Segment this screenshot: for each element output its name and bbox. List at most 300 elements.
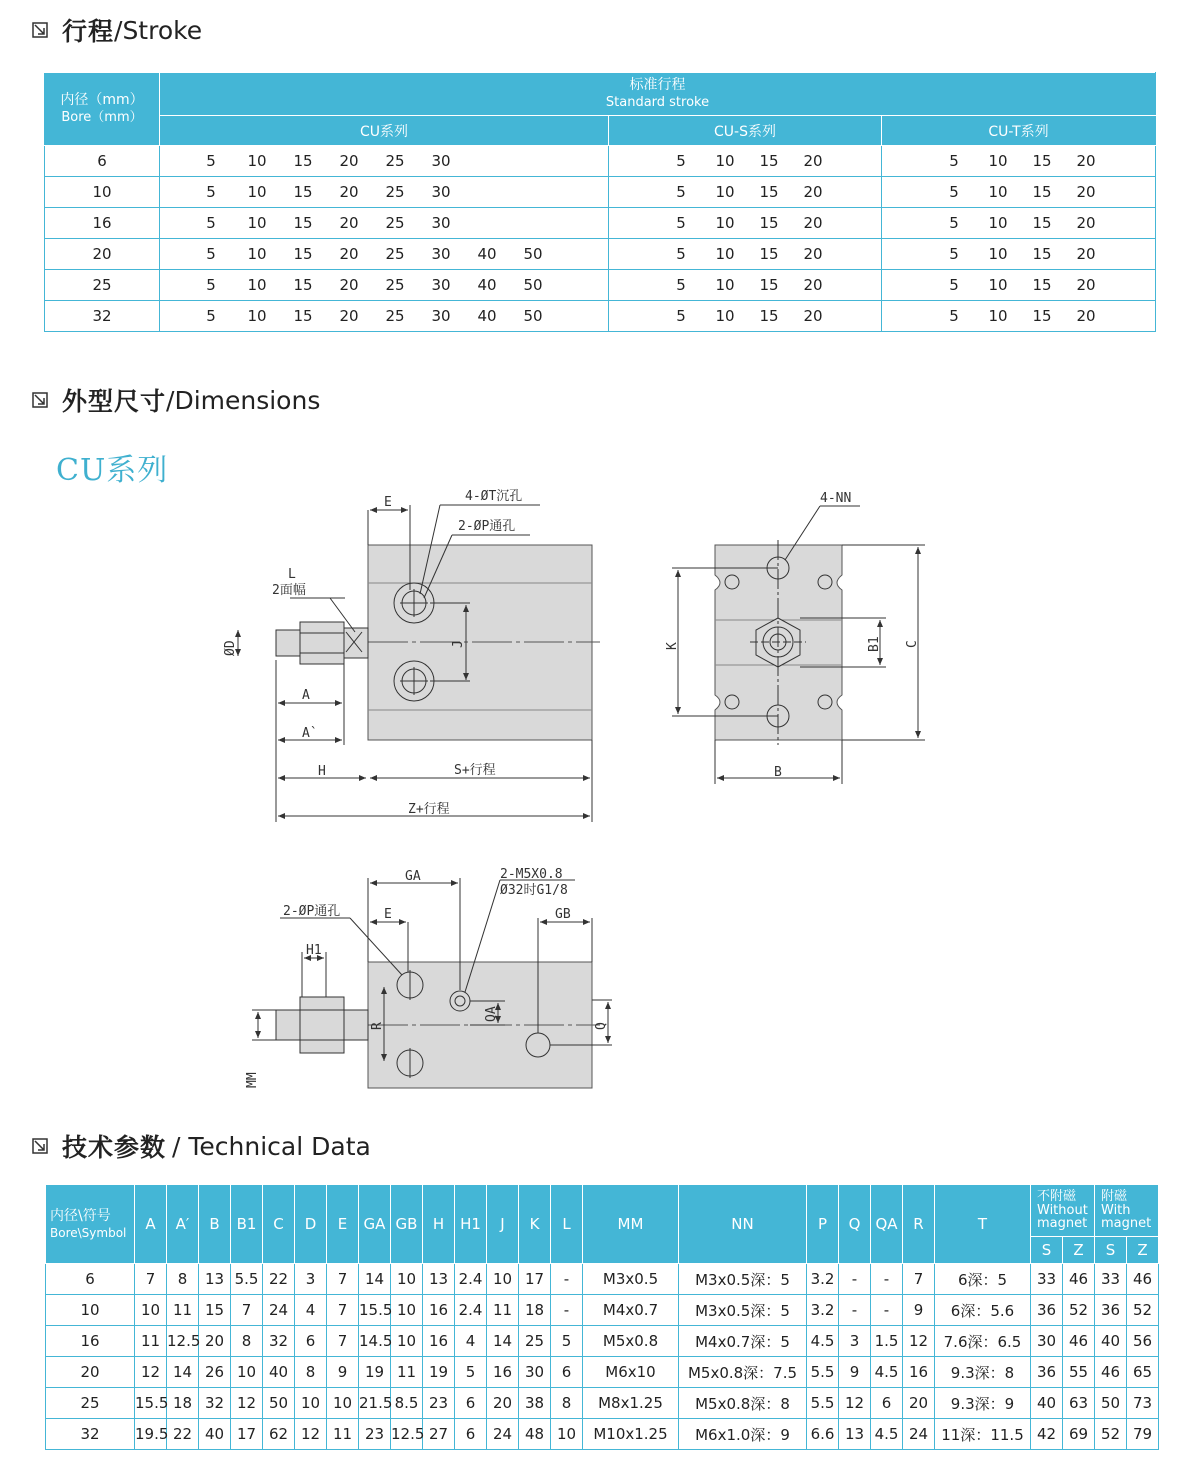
tech-with-magnet-header <box>1095 1185 1159 1237</box>
tech-cell: 73 <box>1127 1388 1159 1419</box>
label-e-2: E <box>384 907 392 922</box>
stroke-bore-cell: 25 <box>45 270 160 301</box>
stroke-bore-cell: 6 <box>45 146 160 177</box>
stroke-value: 25 <box>385 183 405 201</box>
tech-cell: 9 <box>839 1357 871 1388</box>
tech-cell: 15.5 <box>359 1295 391 1326</box>
label-g18: Ø32时G1/8 <box>500 883 568 898</box>
tech-cell: 17 <box>519 1264 551 1295</box>
tech-with-magnet-zh: 附磁 <box>1101 1189 1128 1205</box>
tech-cell: 36 <box>1031 1357 1063 1388</box>
tech-cell: 15 <box>199 1295 231 1326</box>
tech-cell: 10 <box>231 1357 263 1388</box>
tech-cell: 24 <box>903 1419 935 1450</box>
label-ga: GA <box>405 869 421 884</box>
tech-cell: M6x1.0深：9 <box>679 1419 807 1450</box>
tech-bore-cell: 32 <box>46 1419 135 1450</box>
stroke-value: 30 <box>431 245 451 263</box>
tech-row <box>46 1419 1159 1450</box>
label-e: E <box>384 495 392 510</box>
tech-cell: 38 <box>519 1388 551 1419</box>
tech-cell: 2.4 <box>455 1264 487 1295</box>
side-view-drawing <box>238 505 600 822</box>
tech-cell: 6 <box>455 1419 487 1450</box>
tech-cell: 27 <box>423 1419 455 1450</box>
tech-col-header: B1 <box>231 1185 263 1264</box>
tech-cell: 4.5 <box>871 1419 903 1450</box>
tech-cell: 50 <box>1095 1388 1127 1419</box>
tech-col-header: C <box>263 1185 295 1264</box>
tech-cell: 10 <box>135 1295 167 1326</box>
tech-cell: 32 <box>199 1388 231 1419</box>
cu-series-title: CU系列 <box>56 453 169 488</box>
tech-cell: 4.5 <box>871 1357 903 1388</box>
tech-cell: 11深：11.5 <box>935 1419 1031 1450</box>
tech-col-header: A <box>135 1185 167 1264</box>
label-r: R <box>370 1022 385 1030</box>
stroke-value: 30 <box>431 276 451 294</box>
tech-col-header: QA <box>871 1185 903 1264</box>
end-view-drawing <box>672 506 925 784</box>
stroke-value: 10 <box>988 214 1008 232</box>
corner-arrow-icon <box>32 22 48 38</box>
technical-drawing <box>0 470 1200 1110</box>
stroke-value: 50 <box>523 276 543 294</box>
stroke-cus-cell <box>609 208 882 239</box>
tech-bore-cell: 20 <box>46 1357 135 1388</box>
tech-cell: 6 <box>455 1388 487 1419</box>
stroke-title-zh: 行程 <box>62 17 115 46</box>
label-h1: H1 <box>306 943 322 958</box>
tech-bore-cell: 25 <box>46 1388 135 1419</box>
tech-row <box>46 1264 1159 1295</box>
tech-cell: 8 <box>295 1357 327 1388</box>
stroke-value: 25 <box>385 307 405 325</box>
dimensions-section-title <box>32 382 320 418</box>
label-q: Q <box>594 1022 609 1030</box>
stroke-value: 25 <box>385 245 405 263</box>
stroke-title-en: /Stroke <box>114 15 203 45</box>
stroke-value: 20 <box>803 183 823 201</box>
stroke-value: 10 <box>247 183 267 201</box>
stroke-bore-cell: 16 <box>45 208 160 239</box>
stroke-bore-cell: 10 <box>45 177 160 208</box>
stroke-value: 15 <box>1032 152 1052 170</box>
tech-cell: M5x0.8深：8 <box>679 1388 807 1419</box>
stroke-value: 20 <box>1076 307 1096 325</box>
tech-cell: 46 <box>1063 1326 1095 1357</box>
stroke-value: 25 <box>385 214 405 232</box>
stroke-section-title <box>32 12 202 48</box>
stroke-value: 15 <box>293 183 313 201</box>
tech-col-header: A′ <box>167 1185 199 1264</box>
stroke-value: 5 <box>676 214 686 232</box>
stroke-value: 10 <box>988 183 1008 201</box>
label-p-hole-2: 2-ØP通孔 <box>283 904 341 919</box>
tech-cell: 10 <box>295 1388 327 1419</box>
standard-stroke-zh: 标准行程 <box>629 77 686 94</box>
tech-cell: 40 <box>199 1419 231 1450</box>
tech-bore-header-en: Bore\Symbol <box>50 1225 127 1240</box>
stroke-row <box>45 146 1156 177</box>
label-j: J <box>451 640 466 648</box>
stroke-value: 20 <box>339 152 359 170</box>
tech-cell: 24 <box>487 1419 519 1450</box>
tech-cell: M3x0.5深：5 <box>679 1264 807 1295</box>
stroke-value: 50 <box>523 307 543 325</box>
tech-cell: 6.6 <box>807 1419 839 1450</box>
tech-cell: 10 <box>327 1388 359 1419</box>
tech-cell: 12 <box>295 1419 327 1450</box>
stroke-cu-cell <box>160 239 609 270</box>
tech-cell: 6深：5.6 <box>935 1295 1031 1326</box>
stroke-value: 10 <box>247 307 267 325</box>
tech-cell: 10 <box>487 1264 519 1295</box>
tech-cell: 69 <box>1063 1419 1095 1450</box>
stroke-value: 20 <box>803 214 823 232</box>
stroke-cut-cell <box>882 177 1156 208</box>
stroke-value: 15 <box>293 245 313 263</box>
label-mm: MM <box>245 1072 260 1088</box>
tech-cell: 13 <box>199 1264 231 1295</box>
tech-cell: 18 <box>519 1295 551 1326</box>
tech-cell: 9 <box>327 1357 359 1388</box>
tech-cell: 9.3深：9 <box>935 1388 1031 1419</box>
tech-cell: 40 <box>1095 1326 1127 1357</box>
tech-cell: 7 <box>231 1295 263 1326</box>
tech-cell: 19 <box>423 1357 455 1388</box>
stroke-value: 15 <box>293 276 313 294</box>
tech-cell: 11 <box>391 1357 423 1388</box>
tech-cell: 10 <box>391 1326 423 1357</box>
tech-row <box>46 1388 1159 1419</box>
tech-col-header: Q <box>839 1185 871 1264</box>
stroke-value: 5 <box>949 307 959 325</box>
stroke-value: 20 <box>803 245 823 263</box>
tech-cell: 11 <box>327 1419 359 1450</box>
tech-cell: M6x10 <box>583 1357 679 1388</box>
tech-cell: 52 <box>1127 1295 1159 1326</box>
tech-col-header: K <box>519 1185 551 1264</box>
stroke-row <box>45 270 1156 301</box>
stroke-value: 5 <box>949 152 959 170</box>
tech-col-header: R <box>903 1185 935 1264</box>
tech-cell: 56 <box>1127 1326 1159 1357</box>
stroke-value: 15 <box>759 214 779 232</box>
stroke-value: 5 <box>206 214 216 232</box>
stroke-value: 30 <box>431 183 451 201</box>
tech-cell: 19.5 <box>135 1419 167 1450</box>
tech-cell: 50 <box>263 1388 295 1419</box>
label-nn: 4-NN <box>820 491 852 506</box>
stroke-value: 10 <box>715 276 735 294</box>
tech-col-header: MM <box>583 1185 679 1264</box>
tech-cell: - <box>871 1295 903 1326</box>
tech-cell: 7 <box>327 1326 359 1357</box>
tech-table <box>45 1184 1159 1450</box>
tech-bore-cell: 6 <box>46 1264 135 1295</box>
tech-cell: 3.2 <box>807 1264 839 1295</box>
tech-without-magnet-zh: 不附磁 <box>1037 1189 1077 1205</box>
stroke-value: 5 <box>206 307 216 325</box>
stroke-cu-cell <box>160 146 609 177</box>
stroke-cus-cell <box>609 270 882 301</box>
tech-cell: 12.5 <box>167 1326 199 1357</box>
stroke-value: 10 <box>715 245 735 263</box>
tech-cell: 52 <box>1095 1419 1127 1450</box>
tech-cell: 48 <box>519 1419 551 1450</box>
tech-col-header: J <box>487 1185 519 1264</box>
tech-cell: 52 <box>1063 1295 1095 1326</box>
label-d: ØD <box>223 640 238 656</box>
label-qa: QA <box>484 1006 499 1022</box>
standard-stroke-en: Standard stroke <box>605 94 710 110</box>
tech-cell: 40 <box>1031 1388 1063 1419</box>
tech-cell: 26 <box>199 1357 231 1388</box>
tech-col-header: H1 <box>455 1185 487 1264</box>
tech-col-header: H <box>423 1185 455 1264</box>
stroke-cus-cell <box>609 177 882 208</box>
tech-cell: 3 <box>839 1326 871 1357</box>
stroke-value: 10 <box>247 276 267 294</box>
stroke-value: 5 <box>206 276 216 294</box>
tech-with-magnet-en2: magnet <box>1101 1216 1152 1232</box>
tech-cell: M3x0.5深：5 <box>679 1295 807 1326</box>
tech-col-header: T <box>935 1185 1031 1264</box>
tech-cell: M4x0.7深：5 <box>679 1326 807 1357</box>
tech-cell: 8 <box>167 1264 199 1295</box>
tech-cell: 12.5 <box>391 1419 423 1450</box>
label-b1: B1 <box>867 636 882 652</box>
tech-col-header: D <box>295 1185 327 1264</box>
stroke-value: 30 <box>431 152 451 170</box>
tech-cell: 8 <box>231 1326 263 1357</box>
tech-bore-header <box>46 1185 135 1264</box>
stroke-value: 30 <box>431 214 451 232</box>
label-k: K <box>665 642 680 650</box>
stroke-value: 25 <box>385 152 405 170</box>
label-c: C <box>905 640 920 648</box>
stroke-cut-cell <box>882 208 1156 239</box>
stroke-value: 20 <box>1076 276 1096 294</box>
tech-cell: 11 <box>167 1295 199 1326</box>
stroke-value: 10 <box>715 214 735 232</box>
tech-cell: 21.5 <box>359 1388 391 1419</box>
tech-without-magnet-header <box>1031 1185 1095 1237</box>
tech-cell: 3 <box>295 1264 327 1295</box>
tech-col-header: P <box>807 1185 839 1264</box>
tech-cell: 16 <box>903 1357 935 1388</box>
stroke-value: 5 <box>676 276 686 294</box>
tech-cell: 14 <box>487 1326 519 1357</box>
corner-arrow-icon <box>32 1138 48 1154</box>
stroke-value: 20 <box>803 152 823 170</box>
tech-cell: 10 <box>551 1419 583 1450</box>
stroke-value: 5 <box>949 214 959 232</box>
tech-cell: 42 <box>1031 1419 1063 1450</box>
stroke-cu-cell <box>160 208 609 239</box>
tech-cell: 15.5 <box>135 1388 167 1419</box>
tech-sz-header: Z <box>1127 1237 1159 1264</box>
label-two-face: 2面幅 <box>272 583 306 598</box>
stroke-value: 15 <box>759 307 779 325</box>
tech-cell: 7 <box>327 1264 359 1295</box>
stroke-cu-cell <box>160 301 609 332</box>
tech-cell: 8 <box>551 1388 583 1419</box>
tech-cell: 16 <box>487 1357 519 1388</box>
tech-cell: 24 <box>263 1295 295 1326</box>
stroke-value: 40 <box>477 245 497 263</box>
tech-cell: 1.5 <box>871 1326 903 1357</box>
tech-cell: 12 <box>135 1357 167 1388</box>
stroke-value: 15 <box>759 152 779 170</box>
tech-cell: 6 <box>295 1326 327 1357</box>
stroke-value: 20 <box>1076 214 1096 232</box>
tech-cell: 20 <box>903 1388 935 1419</box>
tech-cell: 9.3深：8 <box>935 1357 1031 1388</box>
stroke-value: 5 <box>206 152 216 170</box>
tech-cell: 14 <box>167 1357 199 1388</box>
stroke-value: 20 <box>339 276 359 294</box>
tech-section-title <box>32 1128 371 1164</box>
stroke-value: 20 <box>803 276 823 294</box>
tech-cell: 12 <box>839 1388 871 1419</box>
series-header-cu: CU系列 <box>160 116 609 146</box>
tech-cell: 18 <box>167 1388 199 1419</box>
tech-cell: 46 <box>1127 1264 1159 1295</box>
stroke-value: 20 <box>1076 183 1096 201</box>
stroke-value: 15 <box>759 183 779 201</box>
tech-cell: 6深：5 <box>935 1264 1031 1295</box>
tech-cell: M4x0.7 <box>583 1295 679 1326</box>
tech-cell: 12 <box>231 1388 263 1419</box>
tech-cell: 6 <box>871 1388 903 1419</box>
tech-bore-header-zh: 内径\符号 <box>50 1207 111 1224</box>
tech-col-header: B <box>199 1185 231 1264</box>
stroke-value: 5 <box>949 183 959 201</box>
stroke-value: 20 <box>803 307 823 325</box>
tech-col-header: E <box>327 1185 359 1264</box>
tech-cell: 40 <box>263 1357 295 1388</box>
tech-cell: 5.5 <box>231 1264 263 1295</box>
tech-cell: 33 <box>1031 1264 1063 1295</box>
tech-cell: 23 <box>359 1419 391 1450</box>
tech-cell: 55 <box>1063 1357 1095 1388</box>
tech-cell: - <box>551 1264 583 1295</box>
tech-cell: 25 <box>519 1326 551 1357</box>
label-a-prime: A` <box>302 726 318 741</box>
tech-cell: 4.5 <box>807 1326 839 1357</box>
stroke-value: 5 <box>206 183 216 201</box>
stroke-value: 15 <box>1032 183 1052 201</box>
tech-cell: M10x1.25 <box>583 1419 679 1450</box>
tech-cell: 20 <box>199 1326 231 1357</box>
tech-cell: - <box>839 1295 871 1326</box>
stroke-value: 10 <box>988 245 1008 263</box>
tech-cell: 10 <box>391 1264 423 1295</box>
stroke-value: 10 <box>988 307 1008 325</box>
series-header-cu-t: CU-T系列 <box>882 116 1156 146</box>
stroke-value: 20 <box>339 307 359 325</box>
stroke-cut-cell <box>882 239 1156 270</box>
dimensions-title-zh: 外型尺寸 <box>62 387 167 416</box>
bore-header <box>45 73 160 146</box>
tech-sz-header: S <box>1095 1237 1127 1264</box>
stroke-value: 20 <box>1076 152 1096 170</box>
tech-row <box>46 1326 1159 1357</box>
tech-cell: 2.4 <box>455 1295 487 1326</box>
stroke-row <box>45 239 1156 270</box>
tech-cell: M5x0.8深：7.5 <box>679 1357 807 1388</box>
tech-cell: 30 <box>519 1357 551 1388</box>
stroke-value: 10 <box>247 214 267 232</box>
tech-cell: 5 <box>455 1357 487 1388</box>
tech-cell: 7 <box>327 1295 359 1326</box>
tech-title-zh: 技术参数 <box>62 1133 167 1162</box>
tech-cell: 5.5 <box>807 1357 839 1388</box>
tech-bore-cell: 16 <box>46 1326 135 1357</box>
tech-cell: 19 <box>359 1357 391 1388</box>
tech-row <box>46 1357 1159 1388</box>
stroke-cut-cell <box>882 301 1156 332</box>
tech-cell: M3x0.5 <box>583 1264 679 1295</box>
stroke-value: 10 <box>715 152 735 170</box>
tech-without-magnet-en2: magnet <box>1037 1216 1088 1232</box>
stroke-value: 10 <box>988 152 1008 170</box>
tech-cell: 6 <box>551 1357 583 1388</box>
tech-cell: M5x0.8 <box>583 1326 679 1357</box>
stroke-value: 15 <box>1032 276 1052 294</box>
label-p-hole: 2-ØP通孔 <box>458 519 516 534</box>
dimensions-title-en: /Dimensions <box>166 385 321 415</box>
label-s-stroke: S+行程 <box>454 763 496 778</box>
tech-cell: 16 <box>423 1295 455 1326</box>
stroke-value: 30 <box>431 307 451 325</box>
tech-cell: 14.5 <box>359 1326 391 1357</box>
tech-cell: 5.5 <box>807 1388 839 1419</box>
stroke-cus-cell <box>609 146 882 177</box>
stroke-value: 10 <box>247 152 267 170</box>
stroke-value: 15 <box>759 276 779 294</box>
stroke-value: 10 <box>988 276 1008 294</box>
tech-col-header: NN <box>679 1185 807 1264</box>
stroke-value: 15 <box>293 214 313 232</box>
stroke-value: 15 <box>1032 214 1052 232</box>
tech-cell: 9 <box>903 1295 935 1326</box>
tech-cell: 46 <box>1063 1264 1095 1295</box>
tech-col-header: GB <box>391 1185 423 1264</box>
tech-cell: 7 <box>903 1264 935 1295</box>
stroke-value: 40 <box>477 307 497 325</box>
stroke-value: 5 <box>949 245 959 263</box>
tech-cell: 7 <box>135 1264 167 1295</box>
stroke-cus-cell <box>609 239 882 270</box>
label-l: L <box>288 567 296 582</box>
stroke-value: 10 <box>715 307 735 325</box>
tech-cell: 3.2 <box>807 1295 839 1326</box>
stroke-value: 15 <box>293 152 313 170</box>
tech-sz-header: S <box>1031 1237 1063 1264</box>
label-t-hole: 4-ØT沉孔 <box>465 489 523 504</box>
label-a: A <box>302 688 310 703</box>
label-z-stroke: Z+行程 <box>408 802 450 817</box>
stroke-row <box>45 208 1156 239</box>
stroke-value: 20 <box>339 245 359 263</box>
tech-cell: 62 <box>263 1419 295 1450</box>
tech-title-en: / Technical Data <box>172 1131 371 1161</box>
stroke-value: 20 <box>339 214 359 232</box>
tech-cell: 14 <box>359 1264 391 1295</box>
